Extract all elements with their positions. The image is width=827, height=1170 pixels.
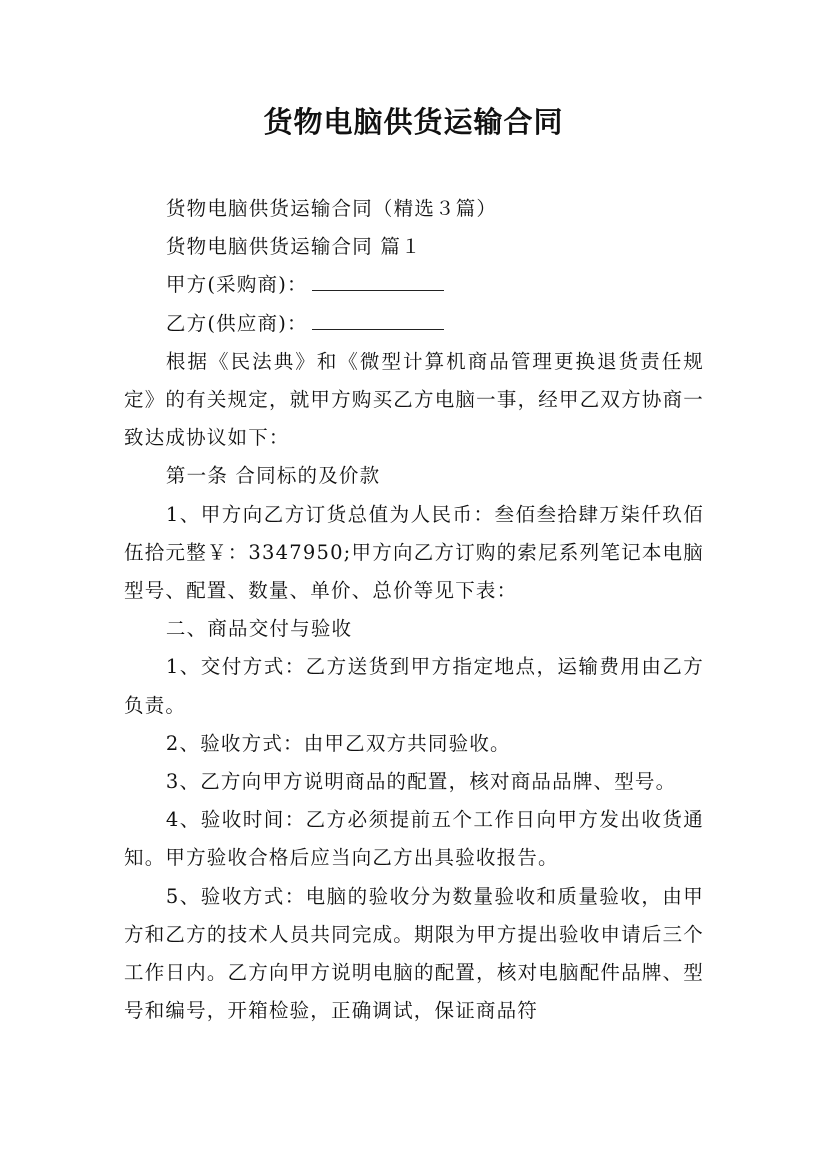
article-1-heading: 第一条 合同标的及价款 xyxy=(165,464,381,488)
article-2-item-2: 2、验收方式：由甲乙双方共同验收。 xyxy=(165,731,511,755)
document-title: 货物电脑供货运输合同 xyxy=(263,105,564,139)
party-a-line xyxy=(124,266,704,304)
intro-paragraph: 根据《民法典》和《微型计算机商品管理更换退货责任规定》的有关规定，就甲方购买乙方电脑一事，经甲乙双方协商一致达成协议如下： xyxy=(124,349,704,450)
section-heading: 货物电脑供货运输合同 篇１ xyxy=(165,235,422,259)
article-2-heading: 二、商品交付与验收 xyxy=(165,617,353,641)
article-1-item-1: 1、甲方向乙方订货总值为人民币：叁佰叁拾肆万柒仟玖佰伍拾元整￥：3347950;甲方向乙方订购的索尼系列笔记本电脑型号、配置、数量、单价、总价等见下表： xyxy=(124,502,704,603)
party-a-label: 甲方(采购商)： xyxy=(165,273,308,297)
subtitle: 货物电脑供货运输合同（精选３篇） xyxy=(165,197,498,220)
party-b-line xyxy=(124,305,704,343)
article-2-item-5: 5、验收方式：电脑的验收分为数量验收和质量验收，由甲方和乙方的技术人员共同完成。期限为甲方提出验收申请后三个工作日内。乙方向甲方说明电脑的配置，核对电脑配件品牌、型号和编号，开箱检验，正确调试，保证商品符 xyxy=(124,884,704,1023)
article-2-item-1: 1、交付方式：乙方送货到甲方指定地点，运输费用由乙方负责。 xyxy=(124,655,704,717)
party-b-label: 乙方(供应商)： xyxy=(165,311,308,335)
document-body xyxy=(124,190,704,1030)
article-2-item-4: 4、验收时间：乙方必须提前五个工作日向甲方发出收货通知。甲方验收合格后应当向乙方出具验收报告。 xyxy=(124,808,704,870)
article-2-item-3: 3、乙方向甲方说明商品的配置，核对商品品牌、型号。 xyxy=(165,770,677,794)
party-b-blank xyxy=(312,307,444,330)
party-a-blank xyxy=(312,268,444,291)
